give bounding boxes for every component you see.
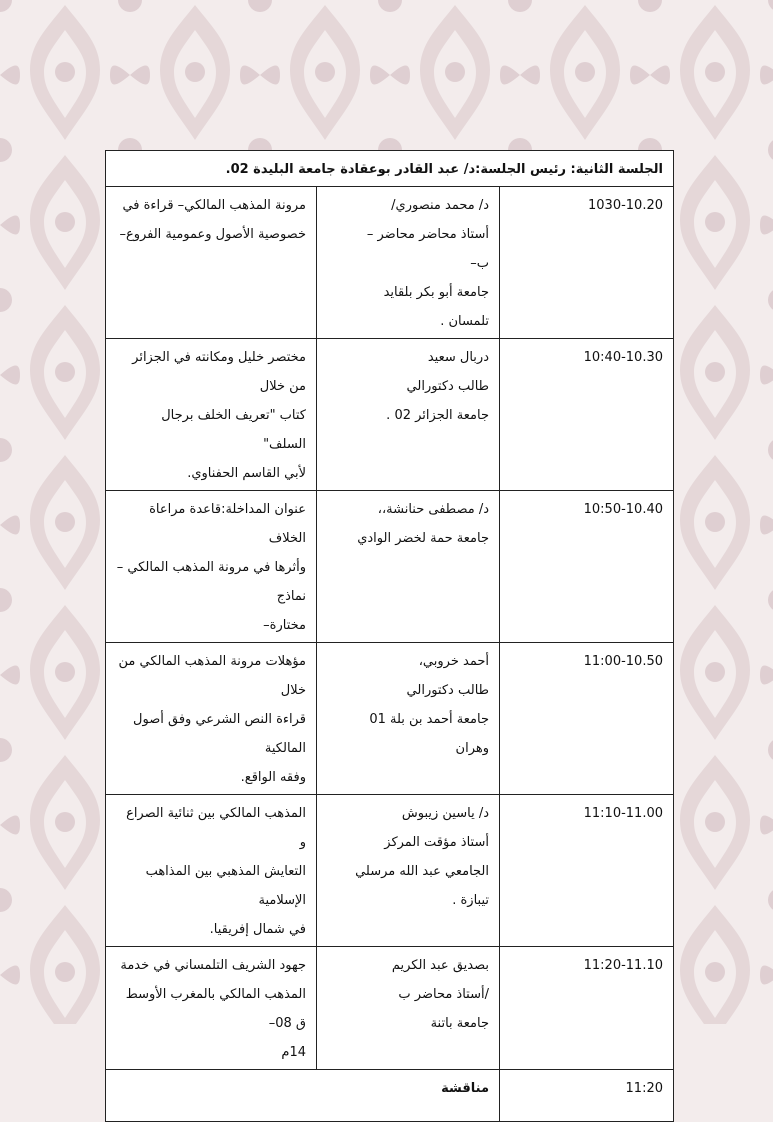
speaker-info — [317, 643, 500, 795]
speaker-line: /أستاذ محاضر ب — [398, 987, 489, 1002]
topic-line: كتاب "تعريف الخلف برجال السلف" — [161, 408, 306, 452]
talk-topic — [106, 947, 317, 1070]
speaker-line: جامعة الجزائر 02 . — [386, 408, 489, 423]
topic-line: مختارة– — [263, 618, 306, 633]
topic-line: مرونة المذهب المالكي– قراءة في — [122, 198, 306, 213]
topic-line: التعايش المذهبي بين المذاهب الإسلامية — [145, 864, 306, 908]
speaker-line: تيبازة . — [452, 893, 489, 908]
speaker-line: طالب دكتورالي — [406, 683, 489, 698]
speaker-line: أحمد خروبي، — [418, 654, 489, 669]
speaker-info — [317, 491, 500, 643]
schedule-row — [106, 795, 674, 947]
speaker-line: دربال سعيد — [427, 350, 489, 365]
speaker-line: طالب دكتورالي — [406, 379, 489, 394]
discussion-row — [106, 1070, 674, 1122]
time-slot: 1030-10.20 — [500, 187, 674, 339]
topic-line: وفقه الواقع. — [240, 770, 306, 785]
talk-topic — [106, 795, 317, 947]
speaker-line: ب– — [470, 256, 489, 271]
talk-topic — [106, 187, 317, 339]
speaker-info — [317, 187, 500, 339]
schedule-row — [106, 187, 674, 339]
schedule-row — [106, 947, 674, 1070]
session-schedule-table — [105, 150, 674, 1122]
speaker-line: د/ مصطفى حنانشة،، — [377, 502, 489, 517]
time-slot: 11:20-11.10 — [500, 947, 674, 1070]
speaker-info — [317, 795, 500, 947]
schedule-row — [106, 643, 674, 795]
speaker-line: جامعة حمة لخضر الوادي — [357, 531, 489, 546]
topic-line: جهود الشريف التلمساني في خدمة — [120, 958, 306, 973]
talk-topic — [106, 643, 317, 795]
speaker-line: جامعة باتنة — [430, 1016, 489, 1031]
session-title-row — [106, 151, 674, 187]
speaker-info — [317, 947, 500, 1070]
topic-line: المذهب المالكي بين ثنائية الصراع و — [126, 806, 306, 850]
topic-line: المذهب المالكي بالمغرب الأوسط ق 08– — [125, 987, 306, 1031]
speaker-line: جامعة أبو بكر بلقايد — [383, 285, 489, 300]
speaker-line: الجامعي عبد الله مرسلي — [355, 864, 489, 879]
topic-line: مؤهلات مرونة المذهب المالكي من خلال — [118, 654, 306, 698]
topic-line: لأبي القاسم الحفناوي. — [187, 466, 306, 481]
time-slot: 10:40-10.30 — [500, 339, 674, 491]
speaker-line: وهران — [455, 741, 489, 756]
topic-line: في شمال إفريقيا. — [209, 922, 306, 937]
schedule-row — [106, 491, 674, 643]
speaker-info — [317, 339, 500, 491]
topic-line: مختصر خليل ومكانته في الجزائر من خلال — [132, 350, 306, 394]
time-slot: 11:20 — [500, 1070, 674, 1122]
talk-topic — [106, 491, 317, 643]
topic-line: عنوان المداخلة:قاعدة مراعاة الخلاف — [149, 502, 306, 546]
talk-topic — [106, 339, 317, 491]
discussion-label: مناقشة — [106, 1070, 500, 1122]
speaker-line: تلمسان . — [440, 314, 489, 329]
topic-line: خصوصية الأصول وعمومية الفروع– — [119, 227, 306, 242]
speaker-line: د/ محمد منصوري/ — [391, 198, 489, 213]
time-slot: 11:10-11.00 — [500, 795, 674, 947]
topic-line: وأثرها في مرونة المذهب المالكي –نماذج — [116, 560, 306, 604]
topic-line: 14م — [281, 1045, 306, 1060]
topic-line: قراءة النص الشرعي وفق أصول المالكية — [133, 712, 306, 756]
time-slot: 11:00-10.50 — [500, 643, 674, 795]
speaker-line: أستاذ محاضر محاضر – — [366, 227, 489, 242]
speaker-line: أستاذ مؤقت المركز — [384, 835, 489, 850]
speaker-line: جامعة أحمد بن بلة 01 — [369, 712, 489, 727]
time-slot: 10:50-10.40 — [500, 491, 674, 643]
speaker-line: د/ ياسين زيبوش — [401, 806, 489, 821]
schedule-row — [106, 339, 674, 491]
speaker-line: بصديق عبد الكريم — [391, 958, 489, 973]
session-title: الجلسة الثانية: رئيس الجلسة:د/ عبد القادر بوعقادة جامعة البليدة 02. — [106, 151, 674, 187]
